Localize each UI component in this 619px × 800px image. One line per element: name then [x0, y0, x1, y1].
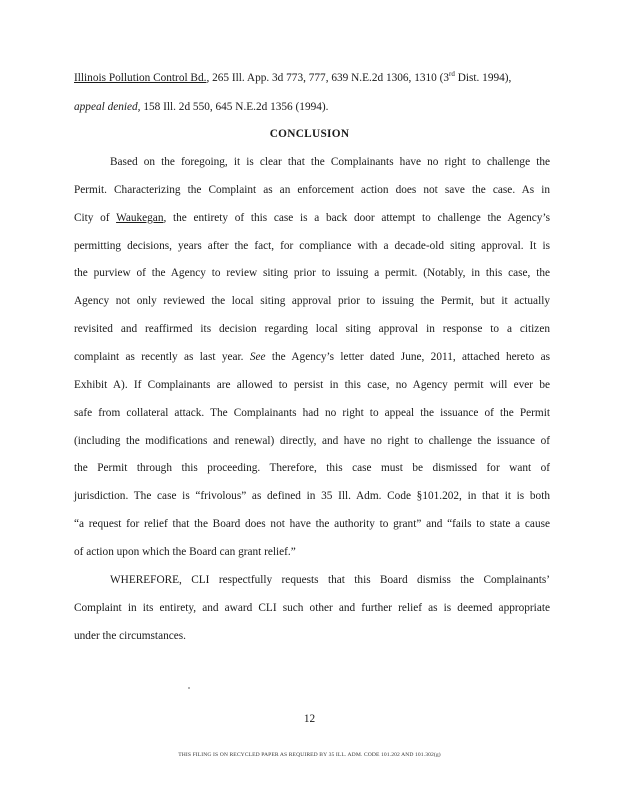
- para1-line-14: “a request for relief that the Board does not have the authority to grant” and “fails to state a cause: [74, 518, 550, 530]
- ordinal-superscript: rd: [449, 70, 455, 79]
- para2-line-2: Complaint in its entirety, and award CLI such other and further relief as is deemed appropriate: [74, 602, 550, 614]
- para1-line-2: Permit. Characterizing the Complaint as an enforcement action does not save the case. As in: [74, 184, 550, 196]
- case-reference: Waukegan: [116, 212, 164, 224]
- see-signal: See: [249, 351, 266, 363]
- para1-line-12: the Permit through this proceeding. Therefore, this case must be dismissed for want of: [74, 462, 550, 474]
- para1-line-6: Agency not only reviewed the local siting approval prior to issuing the Permit, but it actually: [74, 295, 550, 307]
- para1-line-4: permitting decisions, years after the fact, for compliance with a decade-old siting approval. It is: [74, 240, 550, 252]
- para1-line-1: Based on the foregoing, it is clear that the Complainants have no right to challenge the: [110, 156, 550, 168]
- para1-line-8-post: the Agency’s letter dated June, 2011, attached hereto as: [265, 351, 550, 363]
- citation-line-2: [74, 100, 550, 114]
- para1-line-3-pre: City of: [74, 212, 117, 224]
- scan-speck: [188, 687, 190, 689]
- citation-text-end: Dist. 1994),: [454, 72, 512, 84]
- appeal-denied-text: appeal denied,: [74, 101, 141, 113]
- para1-line-3: [74, 211, 550, 225]
- case-name: Illinois Pollution Control Bd.: [74, 72, 207, 84]
- para1-line-7: revisited and reaffirmed its decision regarding local siting approval in response to a citizen: [74, 323, 550, 335]
- para1-line-11: (including the modifications and renewal) directly, and have no right to challenge the issuance of: [74, 435, 550, 447]
- para1-line-3-post: , the entirety of this case is a back door attempt to challenge the Agency’s: [163, 212, 550, 224]
- section-heading: CONCLUSION: [269, 128, 350, 140]
- recycled-paper-footer: THIS FILING IS ON RECYCLED PAPER AS REQUIRED BY 35 ILL. ADM. CODE 101.202 AND 101.302(g): [178, 752, 441, 758]
- para1-line-10: safe from collateral attack. The Complainants had no right to appeal the issuance of the Permit: [74, 407, 550, 419]
- para1-line-8-pre: complaint as recently as last year.: [74, 351, 250, 363]
- para2-line-3: under the circumstances.: [74, 630, 186, 642]
- para1-line-13: jurisdiction. The case is “frivolous” as defined in 35 Ill. Adm. Code §101.202, in that it is both: [74, 490, 550, 502]
- para1-line-9: Exhibit A). If Complainants are allowed to persist in this case, no Agency permit will ever be: [74, 379, 550, 391]
- para1-line-8: [74, 350, 550, 364]
- para2-line-1: WHEREFORE, CLI respectfully requests that this Board dismiss the Complainants’: [110, 574, 550, 586]
- para1-line-5: the purview of the Agency to review siting prior to issuing a permit. (Notably, in this case, the: [74, 267, 550, 279]
- para1-line-15: of action upon which the Board can grant relief.”: [74, 546, 296, 558]
- citation-reporter-text: 158 Ill. 2d 550, 645 N.E.2d 1356 (1994).: [140, 101, 329, 113]
- page-number: 12: [303, 713, 316, 725]
- citation-text: , 265 Ill. App. 3d 773, 777, 639 N.E.2d 1306, 1310 (3: [206, 72, 450, 84]
- citation-line-1: [74, 71, 550, 85]
